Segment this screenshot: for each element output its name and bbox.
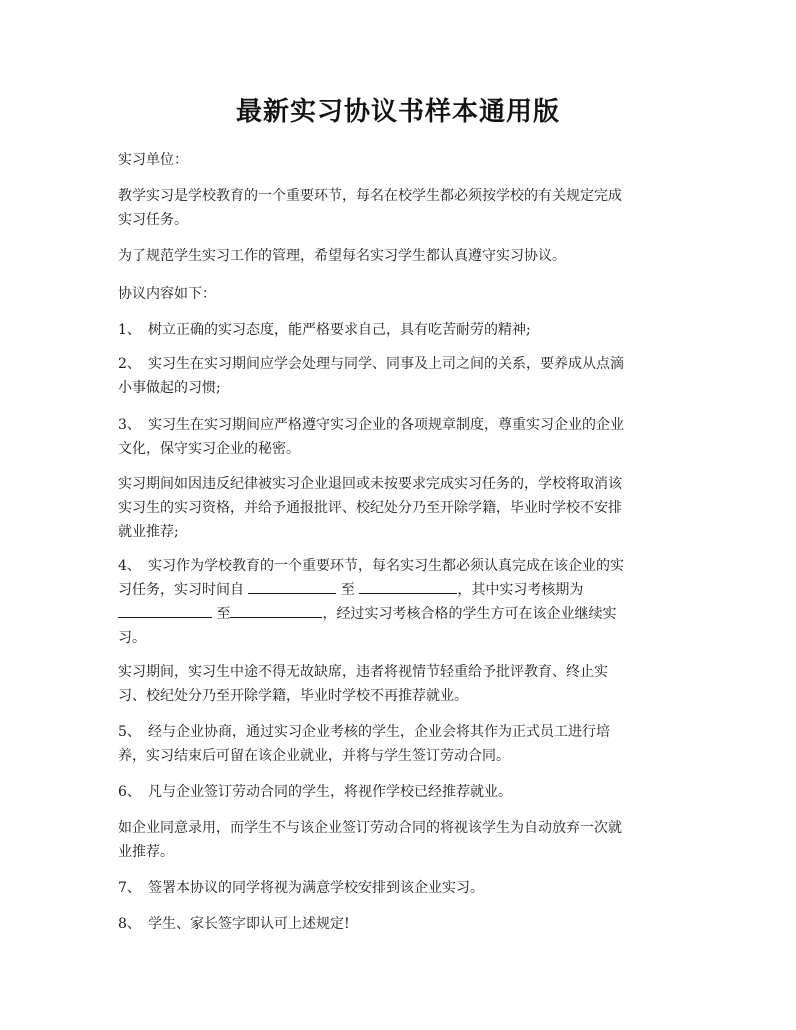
end-date-blank[interactable] — [359, 578, 457, 594]
note-paragraph-1: 实习期间如因违反纪律被实习企业退回或未按要求完成实习任务的，学校将取消该 实习生的实习资格，并给予通报批评、校纪处分乃至开除学籍，毕业时学校不安排 就业推荐; — [118, 476, 622, 540]
item-number: 6、 — [118, 784, 141, 800]
item-3: 3、 实习生在实习期间应严格遵守实习企业的各项规章制度，尊重实习企业的企业 文化，保守实习企业的秘密。 — [118, 413, 684, 461]
item-6: 6、 凡与企业签订劳动合同的学生，将视作学校已经推荐就业。 — [118, 780, 684, 804]
item-7: 7、 签署本协议的同学将视为满意学校安排到该企业实习。 — [118, 876, 684, 900]
item-number: 8、 — [118, 916, 141, 932]
assessment-start-blank[interactable] — [118, 602, 212, 618]
item-number: 2、 — [118, 356, 141, 372]
item-4: 4、 实习作为学校教育的一个重要环节，每名实习生都必须认真完成在该企业的实 习任务，实习时间自 至 ，其中实习考核期为 至 ，经过实习考核合格的学生方可在该企业继续实 习。 — [118, 554, 684, 650]
item-1: 1、 树立正确的实习态度，能严格要求自己，具有吃苦耐劳的精神; — [118, 318, 684, 342]
assessment-end-blank[interactable] — [230, 602, 322, 618]
note-paragraph-2: 实习期间，实习生中途不得无故缺席，违者将视情节轻重给予批评教育、终止实 习、校纪处分乃至开除学籍，毕业时学校不再推荐就业。 — [118, 664, 608, 704]
item-8: 8、 学生、家长签字即认可上述规定! — [118, 912, 684, 936]
item-number: 4、 — [118, 558, 141, 574]
intro-paragraph-2: 为了规范学生实习工作的管理，希望每名实习学生都认真遵守实习协议。 — [118, 248, 566, 264]
item-2: 2、 实习生在实习期间应学会处理与同学、同事及上司之间的关系，要养成从点滴 小事做起的习惯; — [118, 352, 684, 400]
document-title: 最新实习协议书样本通用版 — [235, 97, 560, 127]
content-heading: 协议内容如下： — [118, 286, 216, 302]
item-number: 5、 — [118, 724, 141, 740]
item-number: 3、 — [118, 417, 141, 433]
item-5: 5、 经与企业协商，通过实习企业考核的学生，企业会将其作为正式员工进行培 养，实习结束后可留在该企业就业，并将与学生签订劳动合同。 — [118, 720, 684, 768]
item-number: 1、 — [118, 322, 141, 338]
unit-label: 实习单位： — [118, 152, 188, 168]
start-date-blank[interactable] — [248, 578, 336, 594]
intro-paragraph-1: 教学实习是学校教育的一个重要环节，每名在校学生都必须按学校的有关规定完成 实习任务。 — [118, 188, 622, 228]
note-paragraph-3: 如企业同意录用，而学生不与该企业签订劳动合同的将视该学生为自动放弃一次就 业推荐。 — [118, 820, 622, 860]
item-number: 7、 — [118, 880, 141, 896]
